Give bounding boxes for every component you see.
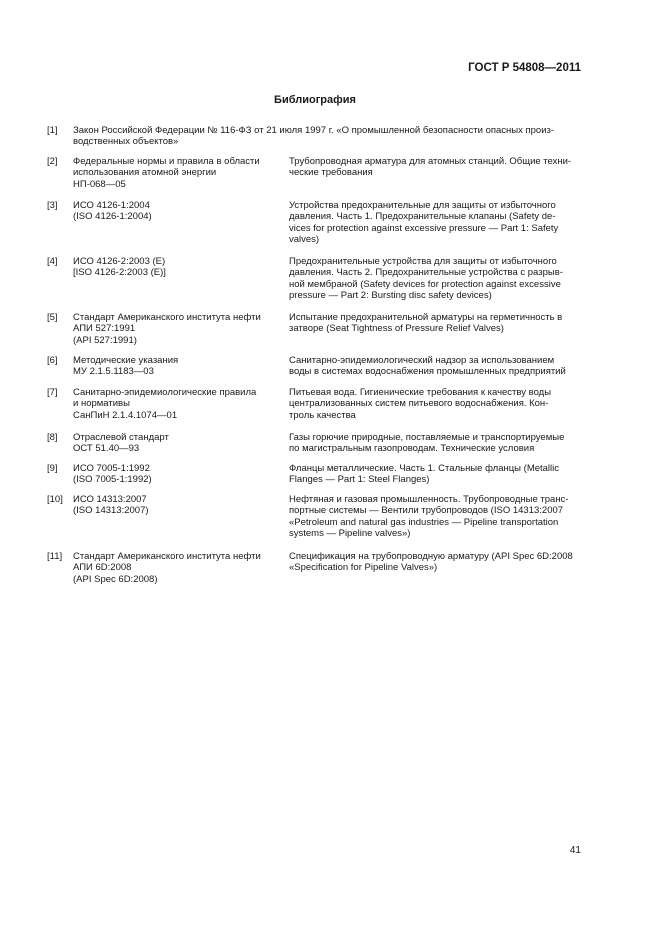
entry-title [289, 494, 583, 540]
text-line: ИСО 4126-1:2004 [73, 200, 150, 211]
entry-source [73, 494, 283, 517]
entry-title [289, 256, 583, 302]
entry-number: [5] [47, 312, 58, 323]
entry-text [73, 125, 587, 148]
entry-source [73, 432, 283, 455]
text-line: затворе (Seat Tightness of Pressure Relief Valves) [289, 323, 504, 335]
text-line: и нормативы [73, 398, 130, 410]
text-line: АПИ 6D:2008 [73, 562, 132, 574]
entry-title [289, 312, 583, 335]
text-line: Методические указания [73, 355, 179, 366]
text-line: systems — Pipeline valves») [289, 528, 411, 540]
text-line: (ISO 14313:2007) [73, 505, 149, 517]
text-line: НП-068—05 [73, 178, 126, 190]
page-title: Библиография [274, 94, 356, 106]
text-line: pressure — Part 2: Bursting disc safety devices) [289, 290, 492, 302]
text-line: Предохранительные устройства для защиты от избыточного [289, 256, 557, 267]
text-line: Закон Российской Федерации № 116-ФЗ от 21 июля 1997 г. «О промышленной безопасности опасных произ- [73, 125, 555, 136]
entry-title [289, 432, 583, 455]
entry-source [73, 156, 283, 190]
text-line: «Specification for Pipeline Valves») [289, 562, 438, 574]
entry-source [73, 387, 283, 421]
entry-title [289, 551, 583, 574]
entry-number: [9] [47, 463, 58, 474]
entry-number: [10] [47, 494, 63, 505]
page-number: 41 [569, 845, 581, 856]
text-line: Устройства предохранительные для защиты от избыточного [289, 200, 556, 211]
text-line: Питьевая вода. Гигиенические требования к качеству воды [289, 387, 552, 398]
entry-number: [4] [47, 256, 58, 267]
text-line: троль качества [289, 409, 356, 421]
text-line: (ISO 7005-1:1992) [73, 474, 152, 486]
text-line: ИСО 4126-2:2003 (Е) [73, 256, 166, 267]
text-line: Отраслевой стандарт [73, 432, 169, 443]
text-line: ИСО 7005-1:1992 [73, 463, 150, 474]
text-line: Федеральные нормы и правила в области [73, 156, 260, 167]
text-line: ческие требования [289, 167, 373, 179]
text-line: централизованных систем питьевого водоснабжения. Кон- [289, 398, 549, 410]
text-line: Спецификация на трубопроводную арматуру (API Spec 6D:2008 [289, 551, 573, 562]
entry-source [73, 312, 283, 346]
text-line: Испытание предохранительной арматуры на герметичность в [289, 312, 563, 323]
text-line: ОСТ 51.40—93 [73, 443, 140, 455]
entry-number: [3] [47, 200, 58, 211]
text-line: Газы горючие природные, поставляемые и транспортируемые [289, 432, 565, 443]
text-line: (ISO 4126-1:2004) [73, 211, 152, 223]
text-line: «Petroleum and natural gas industries — Pipeline transportation [289, 516, 559, 528]
entry-title [289, 156, 583, 179]
text-line: Фланцы металлические. Часть 1. Стальные фланцы (Metallic [289, 463, 560, 474]
text-line: (API 527:1991) [73, 334, 137, 346]
text-line: ной мембраной (Safety devices for protection against excessive [289, 278, 561, 290]
text-line: [ISO 4126-2:2003 (E)] [73, 267, 166, 279]
text-line: Стандарт Американского института нефти [73, 312, 261, 323]
text-line: использования атомной энергии [73, 167, 217, 179]
text-line: Flanges — Part 1: Steel Flanges) [289, 474, 430, 486]
text-line: Нефтяная и газовая промышленность. Трубопроводные транс- [289, 494, 569, 505]
text-line: АПИ 527:1991 [73, 323, 136, 335]
entry-source [73, 200, 283, 223]
text-line: МУ 2.1.5.1183—03 [73, 366, 154, 378]
text-line: воды в системах водоснабжения промышленных предприятий [289, 366, 566, 378]
text-line: водственных объектов» [73, 136, 179, 148]
text-line: Стандарт Американского института нефти [73, 551, 261, 562]
entry-number: [1] [47, 125, 58, 136]
entry-number: [11] [47, 551, 63, 562]
entry-source [73, 355, 283, 378]
entry-number: [2] [47, 156, 58, 167]
document-id: ГОСТ Р 54808—2011 [468, 62, 581, 74]
entry-title [289, 200, 583, 246]
entry-title [289, 355, 583, 378]
text-line: Санитарно-эпидемиологический надзор за использованием [289, 355, 555, 366]
text-line: давления. Часть 1. Предохранительные клапаны (Safety de- [289, 211, 556, 223]
entry-number: [6] [47, 355, 58, 366]
entry-number: [7] [47, 387, 58, 398]
entry-source [73, 256, 283, 279]
entry-source [73, 463, 283, 486]
entry-title [289, 463, 583, 486]
text-line: valves) [289, 234, 320, 246]
text-line: СанПиН 2.1.4.1074—01 [73, 409, 178, 421]
text-line: ИСО 14313:2007 [73, 494, 147, 505]
text-line: (API Spec 6D:2008) [73, 573, 158, 585]
text-line: портные системы — Вентили трубопроводов (ISO 14313:2007 [289, 505, 564, 517]
text-line: давления. Часть 2. Предохранительные устройства с разрыв- [289, 267, 563, 279]
entry-source [73, 551, 283, 585]
entry-number: [8] [47, 432, 58, 443]
text-line: Санитарно-эпидемиологические правила [73, 387, 257, 398]
text-line: vices for protection against excessive pressure — Part 1: Safety [289, 222, 559, 234]
text-line: по магистральным газопроводам. Технические условия [289, 443, 535, 455]
text-line: Трубопроводная арматура для атомных станций. Общие техни- [289, 156, 572, 167]
entry-title [289, 387, 583, 421]
